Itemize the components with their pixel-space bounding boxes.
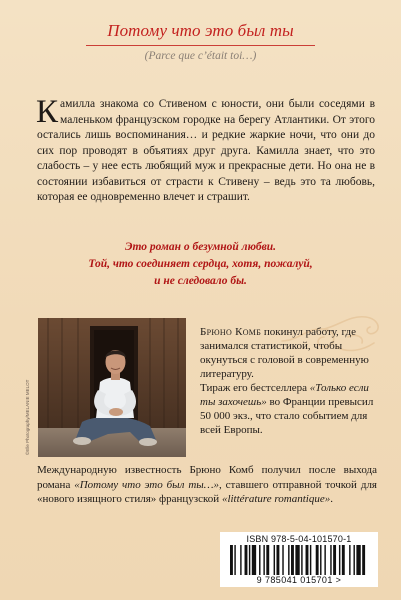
tagline-line-1: Это роман о безумной любви. (125, 241, 276, 253)
intl-text-b: , ставшего отправной точкой для «нового изящного стиля» французской (37, 478, 377, 505)
barcode-bar (240, 545, 241, 575)
intl-text-a: Международную известность Брюно Комб получил после выхода романа (37, 464, 377, 491)
barcode-bar (301, 545, 302, 575)
barcode-bar (266, 545, 269, 575)
tagline (0, 239, 401, 290)
author-name: Брюно Комб (200, 326, 262, 338)
barcode-bar (316, 545, 319, 575)
barcode-bar (324, 545, 325, 575)
bestseller-title: «Только если ты захочешь» (200, 382, 369, 408)
tagline-line-2: Той, что соединяет сердца, хотя, пожалуй, (88, 258, 313, 270)
isbn-text: ISBN 978-5-04-101570-1 (246, 534, 352, 544)
barcode-digits: 9 785041 015701 > (256, 575, 342, 585)
intl-text-c: . (330, 493, 333, 505)
barcode-bar (291, 545, 294, 575)
title-underline (86, 45, 315, 46)
drop-cap: К (36, 94, 59, 130)
author-photo (38, 318, 186, 457)
intl-style-name: «littérature romantique» (221, 493, 331, 505)
barcode-bar (320, 545, 321, 575)
barcode-bar (342, 545, 345, 575)
barcode-bar (339, 545, 340, 575)
barcode-bar (263, 545, 264, 575)
author-bio-text-1: покинул работу, где занимался статистикой, чтобы окунуться с головой в современную литературу. (200, 326, 369, 380)
photo-credit (25, 320, 35, 455)
barcode-bar (353, 545, 354, 575)
barcode-bar (356, 545, 360, 575)
author-bio-text-2a: Тираж его бестселлера (200, 382, 310, 394)
barcode-bar (330, 545, 331, 575)
tagline-line-3: и не следовало бы. (154, 275, 247, 287)
author-photo-image (38, 318, 186, 457)
barcode-bar (234, 545, 235, 575)
barcode-bar (230, 545, 233, 575)
international-fame-text (37, 463, 377, 507)
book-original-title: (Parce que c’était toi…) (144, 50, 257, 62)
photo-credit-text: ©Elle Photography/MELANIE MELOT (25, 379, 30, 455)
barcode-bars (230, 545, 368, 575)
barcode-bar (306, 545, 309, 575)
summary-body: амилла знакома со Стивеном с юности, они были соседями в маленьком французском городке на берегу Атлантики. От этого остались лишь воспоминания… и редкие жаркие ночи, что они до сих пор проводят в объятиях друг друга. Камилла знает, что это слабость – у нее есть любящий муж и прекрасные дети. Но она не в состоянии избавиться от страсти к Стивену – ведь это та любовь, которая ее одновременно влечет и страшит. (37, 98, 375, 203)
book-title: Потому что это был ты (107, 21, 294, 40)
author-bio-text-2b: во Франции превысил 50 000 экз., что стало событием для всей Европы. (200, 396, 374, 436)
barcode-bar (276, 545, 279, 575)
barcode-bar (274, 545, 275, 575)
summary-text (36, 94, 375, 206)
barcode-bar (282, 545, 283, 575)
barcode-bar (259, 545, 260, 575)
barcode-bar (252, 545, 256, 575)
barcode-bar (249, 545, 250, 575)
barcode-bar (349, 545, 350, 575)
author-bio (200, 325, 375, 437)
barcode-bar (295, 545, 299, 575)
barcode-bar (333, 545, 336, 575)
barcode-bar (362, 545, 365, 575)
barcode-bar (310, 545, 311, 575)
intl-book-title: «Потому что это был ты…» (74, 478, 220, 491)
barcode (220, 532, 378, 587)
barcode-bar (245, 545, 248, 575)
barcode-bar (288, 545, 289, 575)
